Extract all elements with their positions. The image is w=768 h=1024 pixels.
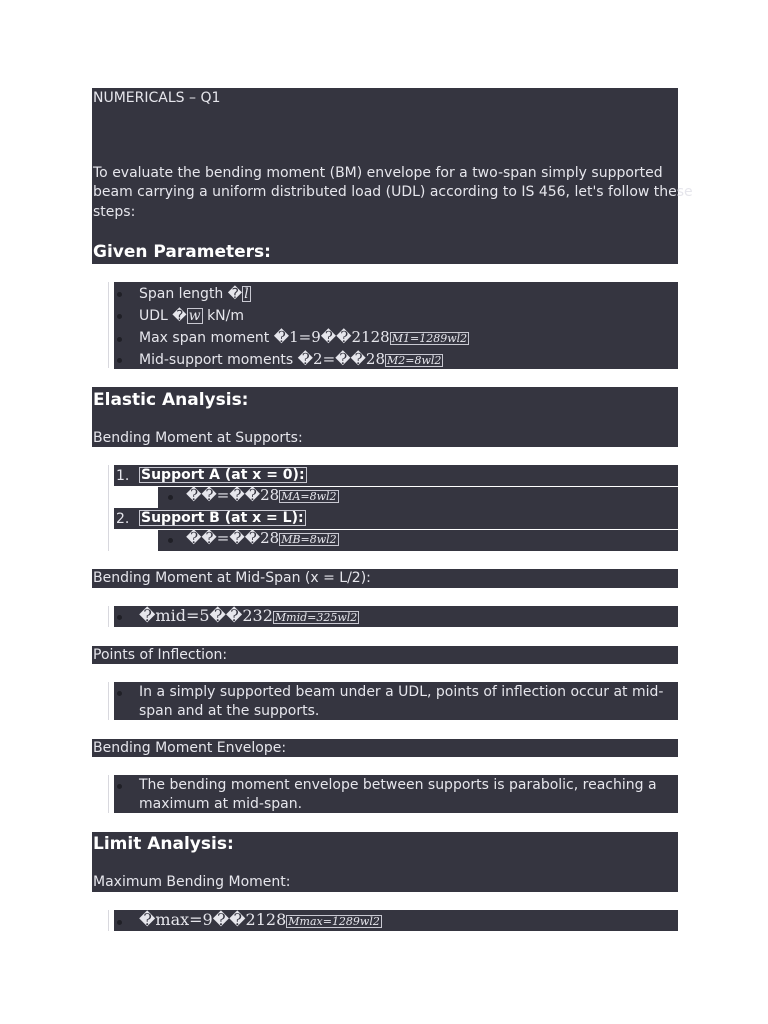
support-a-label bbox=[139, 467, 307, 483]
envelope-text-line-1: The bending moment envelope between supports is parabolic, reaching a bbox=[139, 777, 657, 793]
elastic-analysis-heading: Elastic Analysis: bbox=[93, 390, 249, 410]
bullet-icon bbox=[168, 538, 173, 543]
bm-supports-subheading: Bending Moment at Supports: bbox=[93, 430, 303, 446]
bm-envelope-heading: Bending Moment Envelope: bbox=[93, 740, 287, 756]
support-a-moment bbox=[186, 488, 339, 503]
intro-text-line-1: To evaluate the bending moment (BM) envelope for a two-span simply supported bbox=[93, 165, 663, 181]
support-b-label-box: Support B (at x = L): bbox=[141, 510, 304, 526]
support-b-label bbox=[139, 510, 306, 526]
limit-analysis-heading: Limit Analysis: bbox=[93, 834, 234, 854]
page-title: NUMERICALS – Q1 bbox=[93, 90, 221, 106]
bullet-icon bbox=[168, 495, 173, 500]
list-left-rule bbox=[108, 682, 109, 720]
math-boxed-expression: M1=1289wl2 bbox=[391, 332, 468, 345]
list-item-label: Max span moment bbox=[139, 330, 274, 346]
max-bending-moment-subheading: Maximum Bending Moment: bbox=[93, 874, 291, 890]
list-left-rule bbox=[108, 465, 109, 551]
points-of-inflection-heading: Points of Inflection: bbox=[93, 647, 228, 663]
list-left-rule bbox=[108, 775, 109, 813]
list-item-max-span-moment bbox=[139, 330, 469, 345]
list-item-label: UDL � bbox=[139, 308, 187, 324]
bullet-icon bbox=[117, 337, 122, 342]
envelope-text-line-2: maximum at mid-span. bbox=[139, 796, 303, 812]
midspan-moment bbox=[139, 608, 359, 624]
bullet-icon bbox=[117, 314, 122, 319]
list-left-rule bbox=[108, 282, 109, 368]
math-boxed-expression: Mmid=325wl2 bbox=[274, 611, 358, 624]
bullet-icon bbox=[117, 615, 122, 620]
math-expression: �2=��28 bbox=[297, 350, 386, 368]
bullet-icon bbox=[117, 358, 122, 363]
bullet-icon bbox=[117, 292, 122, 297]
bullet-icon bbox=[117, 784, 122, 789]
list-left-rule bbox=[108, 910, 109, 931]
list-number: 2. bbox=[116, 511, 130, 527]
math-expression: �mid=5��232 bbox=[139, 606, 273, 625]
list-item-udl bbox=[139, 308, 244, 324]
inflection-text-line-2: span and at the supports. bbox=[139, 703, 320, 719]
bullet-icon bbox=[117, 920, 122, 925]
inflection-text-line-1: In a simply supported beam under a UDL, points of inflection occur at mid- bbox=[139, 684, 664, 700]
math-boxed-expression: MA=8wl2 bbox=[281, 490, 337, 503]
math-expression: ��=��28 bbox=[186, 529, 280, 547]
given-parameters-heading: Given Parameters: bbox=[93, 242, 271, 262]
list-left-rule bbox=[108, 606, 109, 627]
support-a-label-box: Support A (at x = 0): bbox=[141, 467, 305, 483]
list-item-label: Span length � bbox=[139, 286, 243, 302]
list-item-mid-support-moments bbox=[139, 352, 443, 367]
math-expression: ��=��28 bbox=[186, 486, 280, 504]
math-boxed-expression: MB=8wl2 bbox=[281, 533, 337, 546]
math-boxed-expression: M2=8wl2 bbox=[387, 354, 442, 367]
list-item-label: Mid-support moments bbox=[139, 352, 298, 368]
udl-unit: kN/m bbox=[202, 308, 245, 324]
list-item-span-length bbox=[139, 286, 251, 302]
list-number: 1. bbox=[116, 468, 130, 484]
max-moment bbox=[139, 912, 382, 928]
intro-text-line-2: beam carrying a uniform distributed load (UDL) according to IS 456, let's follow these bbox=[93, 184, 693, 200]
math-symbol-l: l bbox=[244, 286, 249, 302]
bullet-icon bbox=[117, 691, 122, 696]
intro-text-line-3: steps: bbox=[93, 204, 136, 220]
math-expression: �1=9��2128 bbox=[273, 328, 390, 346]
support-b-moment bbox=[186, 531, 339, 546]
math-boxed-expression: Mmax=1289wl2 bbox=[288, 915, 380, 928]
bm-midspan-heading: Bending Moment at Mid-Span (x = L/2): bbox=[93, 570, 371, 586]
math-symbol-w: w bbox=[188, 308, 201, 324]
math-expression: �max=9��2128 bbox=[139, 910, 287, 929]
